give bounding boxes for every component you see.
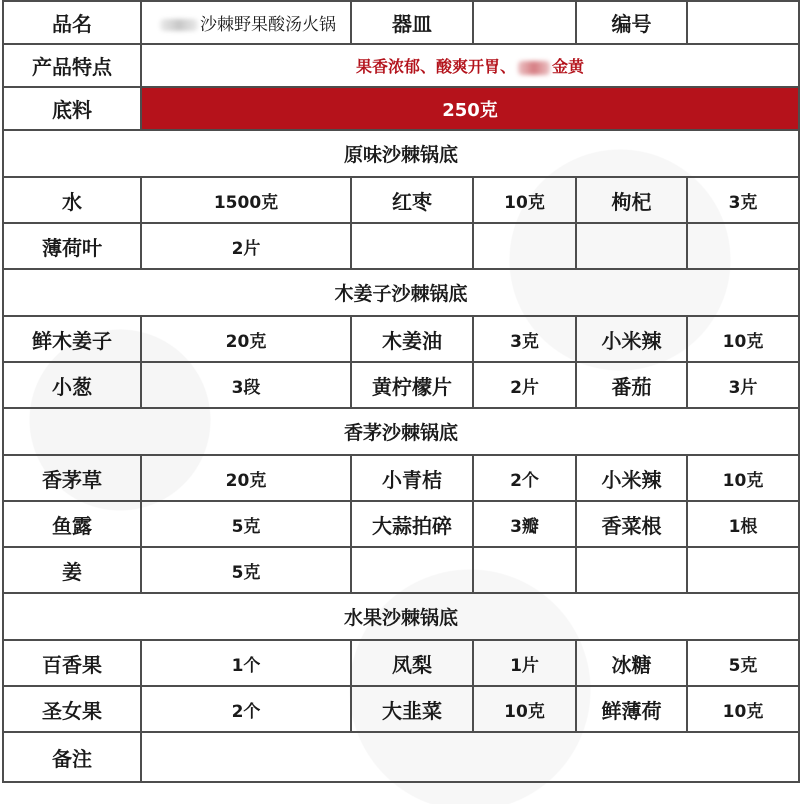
ingredient-quantity: [473, 547, 576, 593]
ingredient-name: [576, 547, 687, 593]
ingredient-quantity: 3克: [473, 316, 576, 362]
ingredient-quantity: 5克: [141, 547, 351, 593]
ingredient-row: [3, 640, 799, 686]
notes-value: [141, 732, 799, 782]
ingredient-quantity: 10克: [687, 686, 799, 732]
ingredient-name: 黄柠檬片: [351, 362, 473, 408]
ingredient-name: 红枣: [351, 177, 473, 223]
ingredient-name: 木姜油: [351, 316, 473, 362]
ingredient-name: 鲜薄荷: [576, 686, 687, 732]
ingredient-quantity: 20克: [141, 316, 351, 362]
ingredient-row: [3, 501, 799, 547]
ingredient-name: 小米辣: [576, 316, 687, 362]
redacted-mark: [518, 61, 550, 75]
features-label: 产品特点: [3, 44, 141, 87]
ingredient-quantity: 3克: [687, 177, 799, 223]
ingredient-row: [3, 455, 799, 501]
features-value: [141, 44, 799, 87]
features-text-2: 金黄: [552, 57, 585, 76]
ingredient-quantity: [687, 223, 799, 269]
ingredient-quantity: 2个: [473, 455, 576, 501]
ingredient-name: 大蒜拍碎: [351, 501, 473, 547]
ingredient-name: 薄荷叶: [3, 223, 141, 269]
ingredient-row: [3, 686, 799, 732]
ingredient-name: [576, 223, 687, 269]
ingredient-quantity: 5克: [687, 640, 799, 686]
redacted-mark: [160, 19, 198, 31]
ingredient-row: [3, 223, 799, 269]
base-row: [3, 87, 799, 130]
ingredient-quantity: 10克: [687, 455, 799, 501]
ingredient-name: 姜: [3, 547, 141, 593]
name-value: [141, 1, 351, 44]
section-title-row: [3, 269, 799, 316]
base-value: 250克: [141, 87, 799, 130]
ingredient-quantity: 3瓣: [473, 501, 576, 547]
ingredient-quantity: [473, 223, 576, 269]
ingredient-name: 小米辣: [576, 455, 687, 501]
ingredient-quantity: 1根: [687, 501, 799, 547]
section-title-row: [3, 593, 799, 640]
ingredient-quantity: 10克: [473, 177, 576, 223]
section-title: 原味沙棘锅底: [3, 130, 799, 177]
ingredient-row: [3, 362, 799, 408]
features-text-1: 果香浓郁、酸爽开胃、: [355, 57, 516, 76]
code-value: [687, 1, 799, 44]
ingredient-name: 凤梨: [351, 640, 473, 686]
ingredient-name: 百香果: [3, 640, 141, 686]
notes-label: 备注: [3, 732, 141, 782]
ingredient-name: 小青桔: [351, 455, 473, 501]
ingredient-name: [351, 547, 473, 593]
ingredient-quantity: 2个: [141, 686, 351, 732]
ingredient-name: 鱼露: [3, 501, 141, 547]
ingredient-quantity: 1个: [141, 640, 351, 686]
features-row: [3, 44, 799, 87]
section-title: 木姜子沙棘锅底: [3, 269, 799, 316]
ingredient-row: [3, 177, 799, 223]
section-title: 水果沙棘锅底: [3, 593, 799, 640]
vessel-label: 器皿: [351, 1, 473, 44]
ingredient-name: 水: [3, 177, 141, 223]
section-title-row: [3, 408, 799, 455]
ingredient-quantity: 1500克: [141, 177, 351, 223]
vessel-value: [473, 1, 576, 44]
recipe-table: [2, 0, 800, 783]
ingredient-name: 鲜木姜子: [3, 316, 141, 362]
ingredient-name: 小葱: [3, 362, 141, 408]
ingredient-name: 香菜根: [576, 501, 687, 547]
name-value-text: 沙棘野果酸汤火锅: [200, 15, 336, 35]
ingredient-name: 香茅草: [3, 455, 141, 501]
ingredient-quantity: 5克: [141, 501, 351, 547]
name-label: 品名: [3, 1, 141, 44]
ingredient-name: 番茄: [576, 362, 687, 408]
ingredient-name: 圣女果: [3, 686, 141, 732]
ingredient-quantity: 3段: [141, 362, 351, 408]
ingredient-row: [3, 547, 799, 593]
ingredient-quantity: 3片: [687, 362, 799, 408]
ingredient-quantity: 20克: [141, 455, 351, 501]
ingredient-quantity: 10克: [473, 686, 576, 732]
ingredient-row: [3, 316, 799, 362]
ingredient-name: [351, 223, 473, 269]
section-title: 香茅沙棘锅底: [3, 408, 799, 455]
header-row: [3, 1, 799, 44]
ingredient-name: 冰糖: [576, 640, 687, 686]
base-label: 底料: [3, 87, 141, 130]
code-label: 编号: [576, 1, 687, 44]
ingredient-quantity: [687, 547, 799, 593]
notes-row: [3, 732, 799, 782]
ingredient-name: 枸杞: [576, 177, 687, 223]
ingredient-quantity: 10克: [687, 316, 799, 362]
ingredient-quantity: 2片: [141, 223, 351, 269]
ingredient-quantity: 2片: [473, 362, 576, 408]
section-title-row: [3, 130, 799, 177]
ingredient-quantity: 1片: [473, 640, 576, 686]
ingredient-name: 大韭菜: [351, 686, 473, 732]
